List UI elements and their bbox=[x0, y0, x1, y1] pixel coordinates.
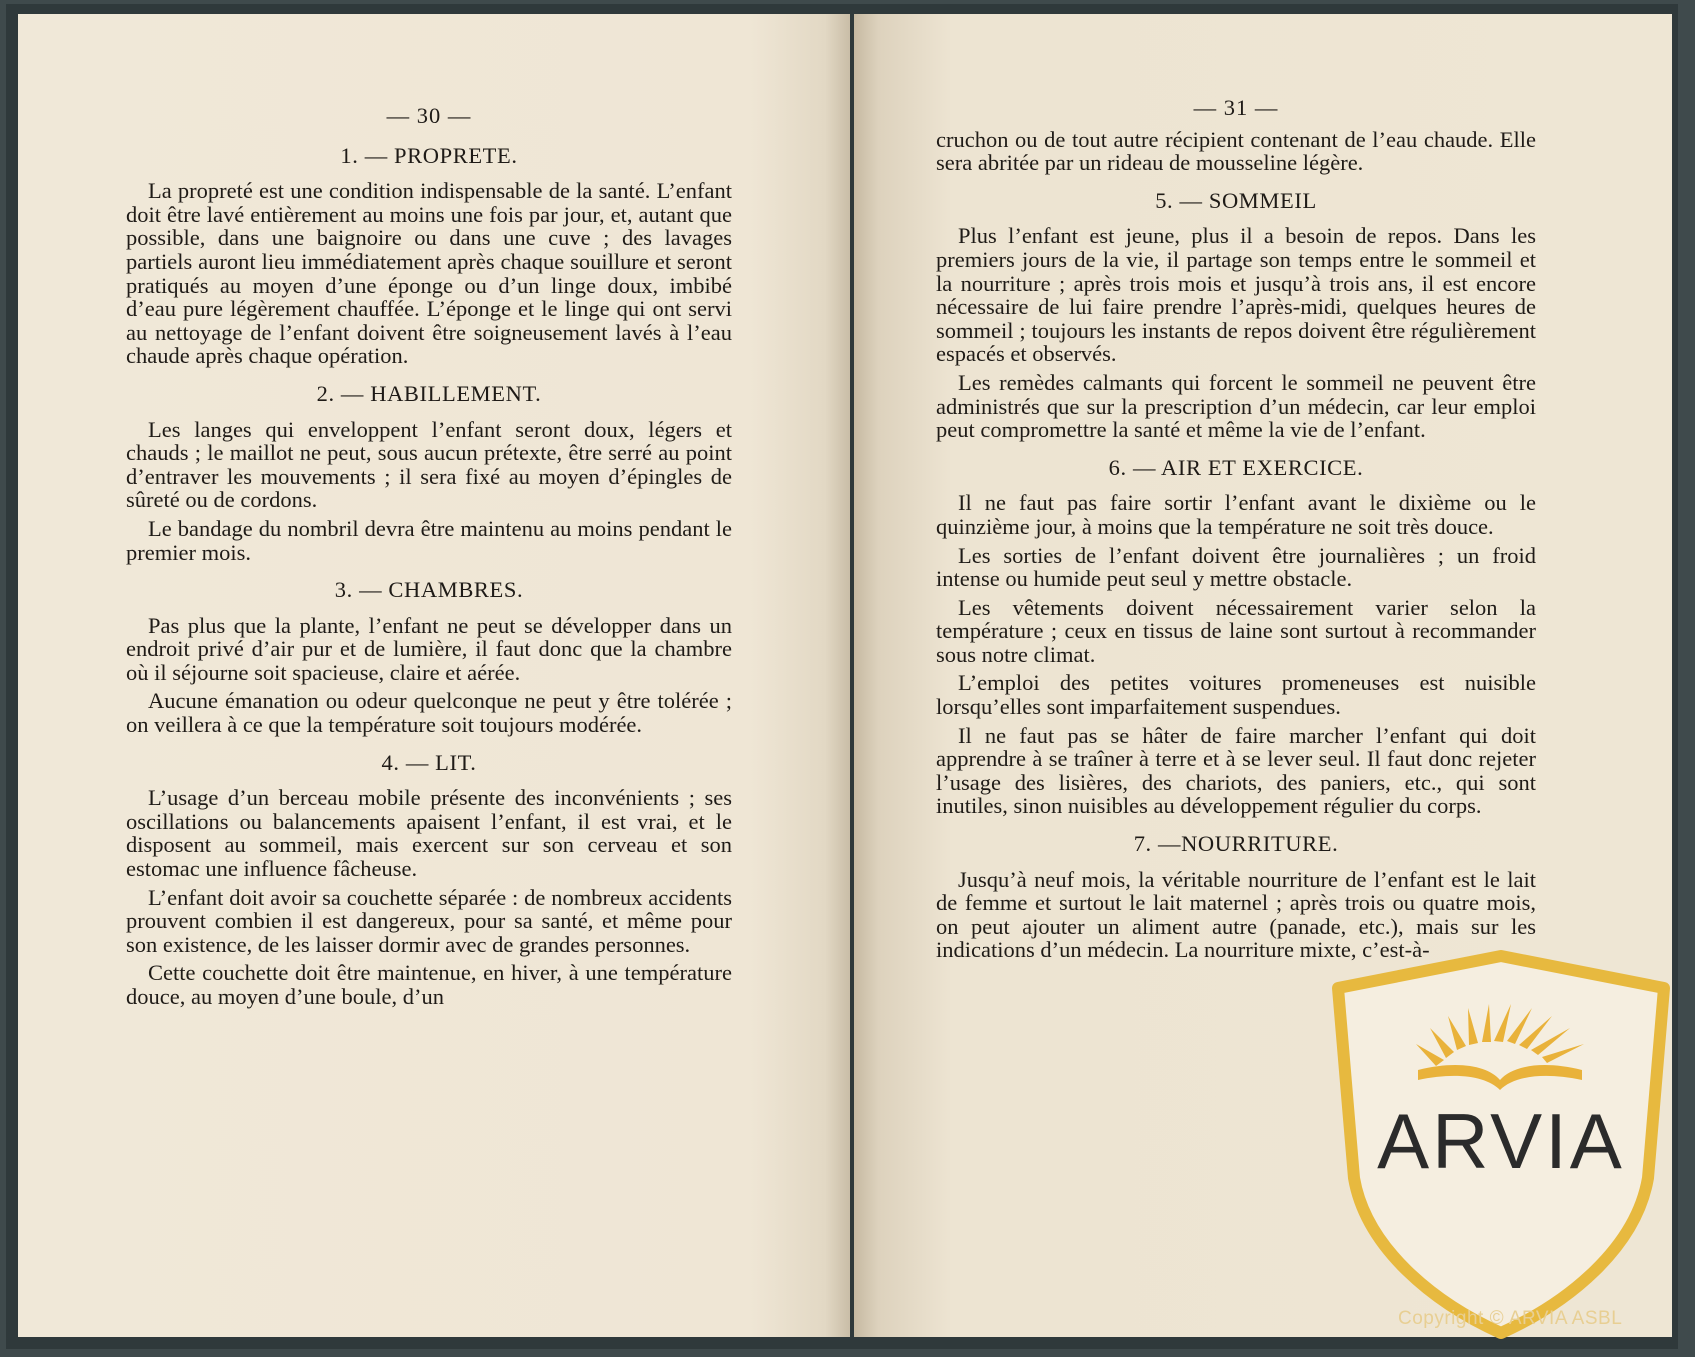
paragraph: Il ne faut pas se hâter de faire marcher l’enfant qui doit apprendre à se traîner à terre et à se lever seul. Il faut donc rejeter l’usage des lisières, des chariots, des paniers, etc., qui sont inutiles, sinon nuisibles au développement régulier du corps. bbox=[936, 722, 1536, 819]
paragraph: L’usage d’un berceau mobile présente des inconvénients ; ses oscillations ou balancements apaisent l’enfant, il est vrai, et le disposent au sommeil, mais exercent sur son cerveau et son estomac une influence fâcheuse. bbox=[126, 785, 732, 882]
paragraph: Le bandage du nombril devra être maintenu au moins pendant le premier mois. bbox=[126, 515, 732, 565]
section-heading: 6. — AIR ET EXERCICE. bbox=[1108, 454, 1364, 480]
paragraph: Les remèdes calmants qui forcent le sommeil ne peuvent être administrés que sur la prescription d’un médecin, car leur emploi peut compromettre la santé et même la vie de l’enfant. bbox=[936, 369, 1536, 443]
paragraph: Les vêtements doivent nécessairement varier selon la température ; ceux en tissus de laine sont surtout à recommander sous notre climat. bbox=[936, 594, 1536, 667]
section-heading: 7. —NOURRITURE. bbox=[1133, 831, 1339, 857]
right-page-text bbox=[936, 96, 1536, 967]
logo-text: ARVIA bbox=[1377, 1097, 1625, 1185]
copyright-watermark: Copyright © ARVIA ASBL bbox=[1398, 1308, 1623, 1329]
paragraph: Pas plus que la plante, l’enfant ne peut se développer dans un endroit privé d’air pur et de lumière, il faut donc que la chambre où il séjourne soit spacieuse, claire et aérée. bbox=[126, 612, 732, 685]
page-number: — 30 — bbox=[386, 103, 472, 128]
paragraph: Plus l’enfant est jeune, plus il a besoin de repos. Dans les premiers jours de la vie, il partage son temps entre le sommeil et la nourriture ; après trois mois et jusqu’à trois ans, il est encore nécessaire de lui faire prendre l’après-midi, quelques heures de sommeil ; toujours les instants de repos doivent être régulièrement espacés et observés. bbox=[936, 223, 1536, 367]
paragraph: Les langes qui enveloppent l’enfant seront doux, légers et chauds ; le maillot ne peut, sous aucun prétexte, être serré au point d’entraver les mouvements ; il sera fixé au moyen d’épingles de sûreté ou de cordons. bbox=[126, 416, 732, 513]
section-heading: 1. — PROPRETE. bbox=[340, 142, 518, 168]
page-number: — 31 — bbox=[1193, 95, 1279, 120]
section-heading: 5. — SOMMEIL bbox=[1155, 187, 1317, 213]
paragraph: Il ne faut pas faire sortir l’enfant avant le dixième ou le quinzième jour, à moins que la température ne soit très douce. bbox=[936, 490, 1536, 539]
arvia-logo-watermark bbox=[1318, 948, 1684, 1344]
section-heading: 4. — LIT. bbox=[381, 749, 477, 775]
paragraph-continuation: cruchon ou de tout autre récipient contenant de l’eau chaude. Elle sera abritée par un rideau de mousseline légère. bbox=[936, 126, 1536, 176]
paragraph: Cette couchette doit être maintenue, en hiver, à une température douce, au moyen d’une boule, d’un bbox=[126, 960, 732, 1009]
paragraph: Aucune émanation ou odeur quelconque ne peut y être tolérée ; on veillera à ce que la température soit toujours modérée. bbox=[126, 688, 732, 738]
paragraph: Les sorties de l’enfant doivent être journalières ; un froid intense ou humide peut seul y mettre obstacle. bbox=[936, 542, 1536, 592]
left-page bbox=[18, 14, 850, 1337]
paragraph: La propreté est une condition indispensable de la santé. L’enfant doit être lavé entièrement au moins une fois par jour, et, autant que possible, dans une baignoire ou dans une cuve ; des lavages partiels auront lieu immédiatement après chaque souillure et seront pratiqués au moyen d’une éponge ou d’un linge doux, imbibé d’eau pure légèrement chauffée. L’éponge et le linge qui ont servi au nettoyage de l’enfant doivent être soigneusement lavés à l’eau chaude après chaque opération. bbox=[126, 178, 732, 369]
paragraph: L’enfant doit avoir sa couchette séparée : de nombreux accidents prouvent combien il est dangereux, pour sa santé, et même pour son existence, de les laisser dormir avec de grandes personnes. bbox=[126, 884, 732, 957]
paragraph: L’emploi des petites voitures promeneuses est nuisible lorsqu’elles sont imparfaitement suspendues. bbox=[936, 670, 1536, 720]
section-heading: 3. — CHAMBRES. bbox=[334, 577, 524, 603]
paragraph: Jusqu’à neuf mois, la véritable nourriture de l’enfant est le lait de femme et surtout le lait maternel ; après trois ou quatre mois, on peut ajouter un aliment autre (panade, etc.), mais sur les indications d’un médecin. La nourriture mixte, c’est-à- bbox=[936, 866, 1536, 963]
left-page-text bbox=[126, 104, 732, 1014]
section-heading: 2. — HABILLEMENT. bbox=[316, 380, 542, 406]
